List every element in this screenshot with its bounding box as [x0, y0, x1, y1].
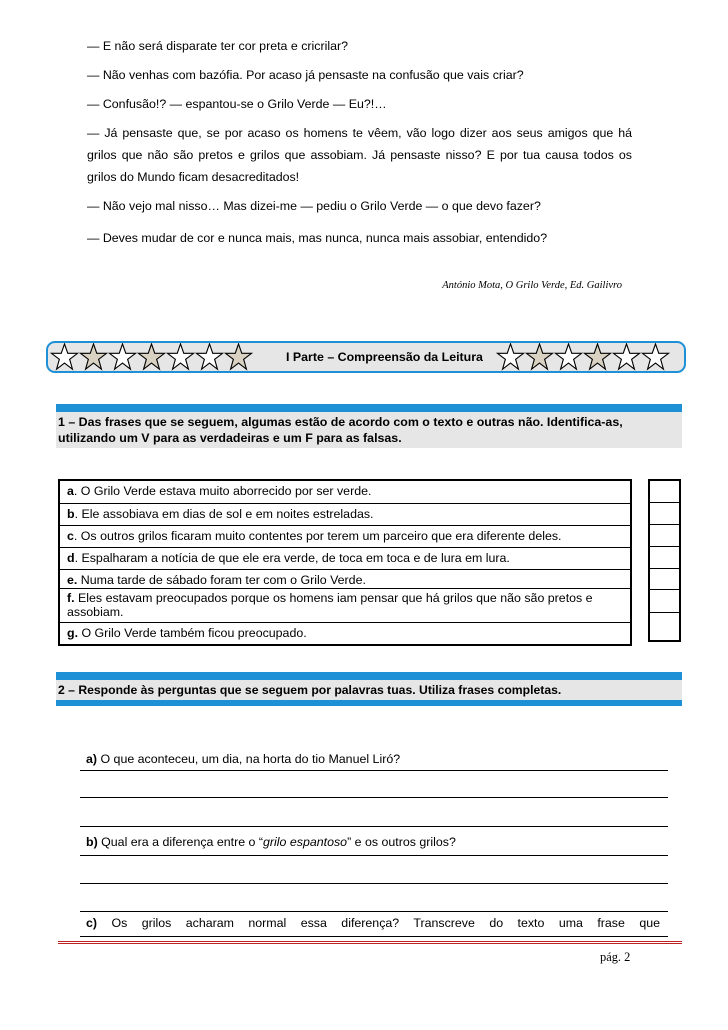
question-text: O que aconteceu, um dia, na horta do tio Manuel Liró? — [97, 752, 401, 766]
answer-box-a[interactable] — [650, 481, 679, 503]
star-icon — [224, 343, 253, 371]
star-icon — [583, 343, 612, 371]
question-2-bar-bottom — [56, 700, 682, 706]
question-1-heading: 1 – Das frases que se seguem, algumas estão de acordo com o texto e outras não. Identifica-as, utilizando um V para as verdadeiras e um F para as falsas. — [56, 412, 682, 448]
star-icon — [195, 343, 224, 371]
dialogue-line-2: — Não venhas com bazófia. Por acaso já pensaste na confusão que vais criar? — [87, 68, 524, 82]
statement-letter: g. — [67, 626, 79, 640]
statement-row — [60, 504, 630, 526]
answer-line[interactable] — [80, 855, 668, 856]
star-icon — [554, 343, 583, 371]
question-text-emphasis: grilo espantoso — [263, 835, 348, 849]
answer-line[interactable] — [80, 826, 668, 827]
answer-line[interactable] — [80, 770, 668, 771]
answer-box-f[interactable] — [650, 590, 679, 613]
statement-letter: a — [67, 484, 74, 498]
statement-text: . Ele assobiava em dias de sol e em noites estreladas. — [74, 507, 374, 521]
statement-row — [60, 570, 630, 589]
answer-line[interactable] — [80, 797, 668, 798]
answer-box-c[interactable] — [650, 525, 679, 547]
statement-letter: c — [67, 529, 74, 543]
statement-text: . Os outros grilos ficaram muito contentes por terem um parceiro que era diferente deles. — [73, 529, 562, 543]
stars-left — [50, 343, 253, 371]
footer-rule — [58, 941, 682, 942]
question-2a — [86, 751, 660, 767]
question-2c — [86, 915, 660, 931]
dialogue-line-1: — E não será disparate ter cor preta e cricrilar? — [87, 39, 349, 53]
statement-text: O Grilo Verde também ficou preocupado. — [78, 626, 307, 640]
statement-text: . Espalharam a notícia de que ele era verde, de toca em toca e de lura em lura. — [74, 551, 510, 565]
star-icon — [525, 343, 554, 371]
answer-box-g[interactable] — [650, 613, 679, 640]
star-icon — [108, 343, 137, 371]
question-1-bar — [56, 404, 682, 412]
citation: António Mota, O Grilo Verde, Ed. Gailivro — [442, 280, 622, 291]
dialogue-line-5: — Não vejo mal nisso… Mas dizei-me — pediu o Grilo Verde — o que devo fazer? — [87, 199, 541, 213]
page-number: pág. 2 — [600, 950, 631, 964]
question-text: Os grilos acharam normal essa diferença? Transcreve do texto uma frase que — [97, 916, 660, 930]
statement-text: Numa tarde de sábado foram ter com o Grilo Verde. — [77, 573, 366, 587]
answer-box-b[interactable] — [650, 503, 679, 525]
statement-row — [60, 548, 630, 570]
answer-line[interactable] — [80, 911, 668, 912]
answer-line[interactable] — [80, 936, 668, 937]
question-2b — [86, 834, 660, 850]
question-2-bar — [56, 672, 682, 680]
statement-text: . O Grilo Verde estava muito aborrecido por ser verde. — [73, 484, 372, 498]
star-icon — [612, 343, 641, 371]
dialogue-line-4: — Já pensaste que, se por acaso os homens te vêem, vão logo dizer aos seus amigos que há grilos que não são pretos e grilos que assobiam. Já pensaste nisso? E por tua causa todos os grilos do Mundo ficam desacreditados! — [87, 126, 632, 184]
statement-text: Eles estavam preocupados porque os homens iam pensar que há grilos que não são pretos e assobiam. — [67, 591, 593, 619]
dialogue-line-6: — Deves mudar de cor e nunca mais, mas nunca, nunca mais assobiar, entendido? — [87, 231, 548, 245]
question-label: b) — [86, 835, 98, 849]
section-banner — [46, 341, 686, 373]
statement-letter: d — [67, 551, 75, 565]
answer-box-d[interactable] — [650, 547, 679, 569]
section-title: I Parte – Compreensão da Leitura — [286, 350, 483, 364]
star-icon — [79, 343, 108, 371]
question-label: a) — [86, 752, 98, 766]
dialogue-line-3: — Confusão!? — espantou-se o Grilo Verde — Eu?!… — [87, 97, 387, 111]
stars-right — [496, 343, 670, 371]
question-label: c) — [86, 916, 98, 930]
star-icon — [137, 343, 166, 371]
answer-box-e[interactable] — [650, 569, 679, 590]
star-icon — [166, 343, 195, 371]
star-icon — [50, 343, 79, 371]
question-2-heading: 2 – Responde às perguntas que se seguem por palavras tuas. Utiliza frases completas. — [56, 680, 682, 700]
statement-row — [60, 589, 630, 623]
star-icon — [496, 343, 525, 371]
question-text-post: ” e os outros grilos? — [347, 835, 456, 849]
footer-rule-2 — [58, 943, 682, 944]
question-text-pre: Qual era a diferença entre o “ — [97, 835, 264, 849]
statement-letter: e. — [67, 573, 78, 587]
star-icon — [641, 343, 670, 371]
statements-table — [58, 479, 632, 646]
statement-row — [60, 526, 630, 548]
answer-line[interactable] — [80, 883, 668, 884]
statement-row — [60, 623, 630, 644]
statement-row — [60, 481, 630, 504]
statement-letter: b — [67, 507, 75, 521]
answer-column — [648, 479, 681, 642]
statement-letter: f. — [67, 591, 75, 605]
